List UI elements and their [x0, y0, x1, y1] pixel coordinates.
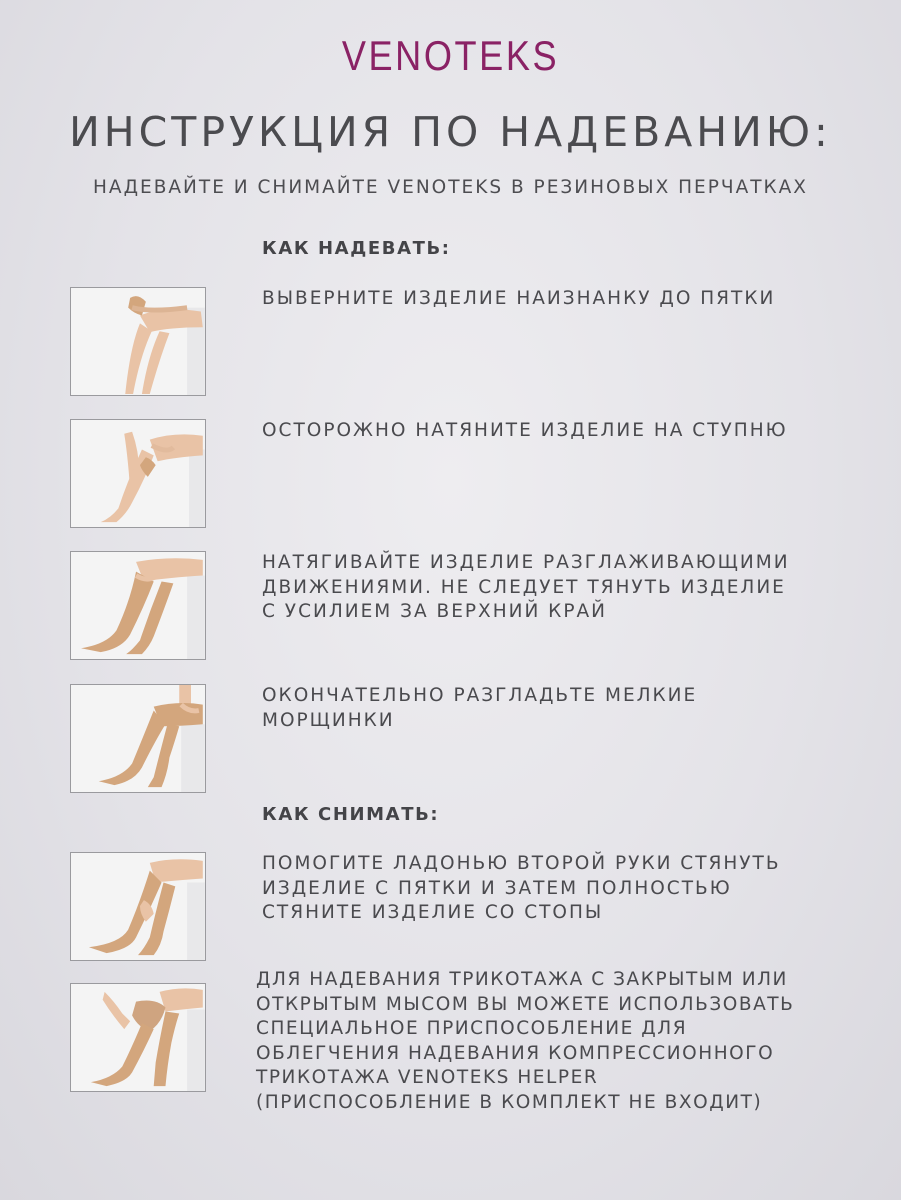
step-photo-pull-on-foot	[70, 419, 206, 528]
page-subtitle: НАДЕВАЙТЕ И СНИМАЙТЕ VENOTEKS В РЕЗИНОВЫХ ПЕРЧАТКАХ	[93, 177, 808, 198]
take-off-step-text: ПОМОГИТЕ ЛАДОНЬЮ ВТОРОЙ РУКИ СТЯНУТЬ ИЗДЕЛИЕ С ПЯТКИ И ЗАТЕМ ПОЛНОСТЬЮ СТЯНИТЕ ИЗДЕЛИЕ СО СТОПЫ	[262, 853, 781, 923]
step-photo-turn-inside-out	[70, 287, 206, 396]
step-2-text: ОСТОРОЖНО НАТЯНИТЕ ИЗДЕЛИЕ НА СТУПНЮ	[262, 420, 788, 441]
step-photo-take-off	[70, 852, 206, 961]
step-4-text: ОКОНЧАТЕЛЬНО РАЗГЛАДЬТЕ МЕЛКИЕ МОРЩИНКИ	[262, 685, 698, 731]
helper-note-text: ДЛЯ НАДЕВАНИЯ ТРИКОТАЖА С ЗАКРЫТЫМ ИЛИ ОТКРЫТЫМ МЫСОМ ВЫ МОЖЕТЕ ИСПОЛЬЗОВАТЬ СПЕЦИАЛЬНОЕ ПРИСПОСОБЛЕНИЕ ДЛЯ ОБЛЕГЧЕНИЯ НАДЕВАНИЯ КОМПРЕССИОННОГО ТРИКОТАЖА VENOTEKS HELPER (ПРИСПОСОБЛЕНИЕ В КОМПЛЕКТ НЕ ВХОДИТ)	[256, 969, 795, 1113]
page-title: ИНСТРУКЦИЯ ПО НАДЕВАНИЮ:	[69, 108, 832, 156]
step-3-text: НАТЯГИВАЙТЕ ИЗДЕЛИЕ РАЗГЛАЖИВАЮЩИМИ ДВИЖЕНИЯМИ. НЕ СЛЕДУЕТ ТЯНУТЬ ИЗДЕЛИЕ С УСИЛИЕМ ЗА ВЕРХНИЙ КРАЙ	[262, 552, 790, 622]
step-1-text: ВЫВЕРНИТЕ ИЗДЕЛИЕ НАИЗНАНКУ ДО ПЯТКИ	[262, 288, 776, 309]
section-heading-take-off: КАК СНИМАТЬ:	[262, 804, 440, 825]
helper-device-photo	[70, 983, 206, 1092]
step-photo-smooth-wrinkles	[70, 684, 206, 793]
section-heading-put-on: КАК НАДЕВАТЬ:	[262, 238, 451, 259]
brand-logo: VENOTEKS	[341, 32, 560, 79]
step-photo-smooth-up	[70, 551, 206, 660]
